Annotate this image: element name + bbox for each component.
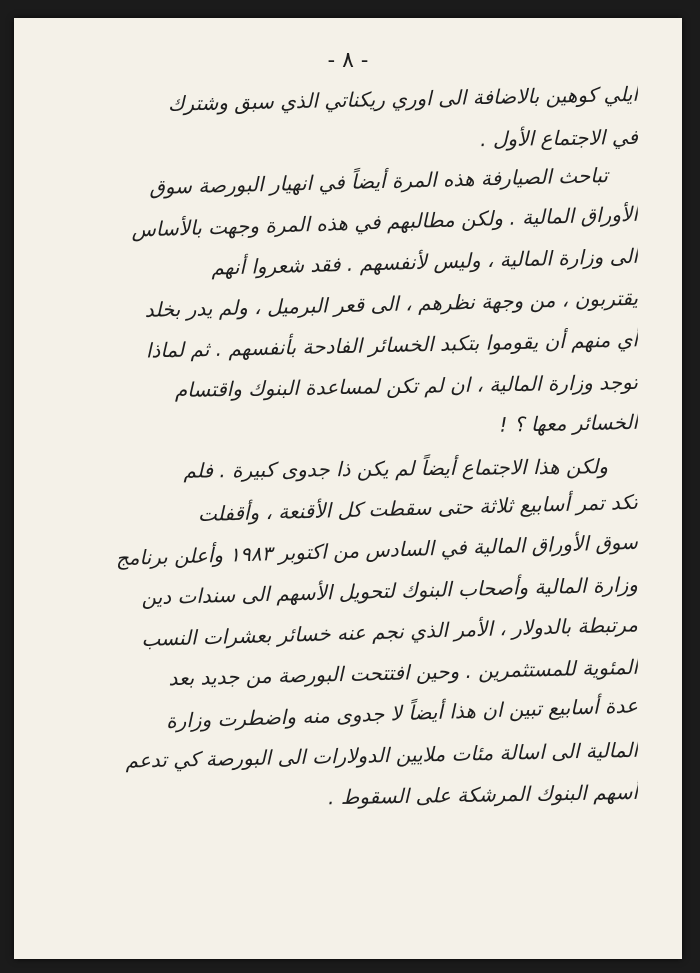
text-line: وزارة المالية وأصحاب البنوك لتحويل الأسهم الى سندات دين	[141, 572, 639, 610]
text-line: في الاجتماع الأول .	[480, 124, 639, 152]
text-line: توجد وزارة المالية ، ان لم تكن لمساعدة البنوك واقتسام	[174, 369, 639, 402]
text-line: ايلي كوهين بالاضافة الى اوري ريكناتي الذي سبق وشترك	[167, 81, 639, 116]
handwritten-text-block	[48, 80, 638, 818]
text-line: أي منهم أن يقوموا بتكبد الخسائر الفادحة بأنفسهم . ثم لماذا	[145, 327, 639, 363]
text-line: عدة أسابيع تبين ان هذا أيضاً لا جدوى منه واضطرت وزارة	[165, 693, 639, 733]
text-line: تكد تمر أسابيع ثلاثة حتى سقطت كل الأقنعة ، وأقفلت	[197, 489, 639, 527]
text-line: الأوراق المالية . ولكن مطالبهم في هذه المرة وجهت بالأساس	[131, 201, 639, 242]
page-number: - ٨ -	[327, 48, 369, 73]
text-line: ولكن هذا الاجتماع أيضاً لم يكن ذا جدوى كبيرة . فلم	[183, 454, 609, 483]
text-line: أسهم البنوك المرشكة على السقوط .	[327, 779, 639, 810]
text-line: سوق الأوراق المالية في السادس من اكتوبر ١٩٨٣ وأعلن برنامج	[115, 529, 639, 571]
text-line: الى وزارة المالية ، وليس لأنفسهم . فقد شعروا أنهم	[210, 243, 639, 280]
text-line: مرتبطة بالدولار ، الأمر الذي نجم عنه خسائر بعشرات النسب	[141, 612, 639, 651]
text-line: الخسائر معها ؟ !	[499, 409, 639, 437]
text-line: المئوية للمستثمرين . وحين افتتحت البورصة من جديد بعد	[168, 654, 639, 691]
document-page	[14, 18, 682, 959]
text-line: تباحث الصيارفة هذه المرة أيضاً في انهيار البورصة سوق	[148, 163, 609, 200]
text-line: يقتربون ، من وجهة نظرهم ، الى قعر البرميل ، ولم يدر بخلد	[144, 285, 639, 322]
text-line: المالية الى اسالة مئات ملايين الدولارات الى البورصة كي تدعم	[125, 737, 639, 773]
